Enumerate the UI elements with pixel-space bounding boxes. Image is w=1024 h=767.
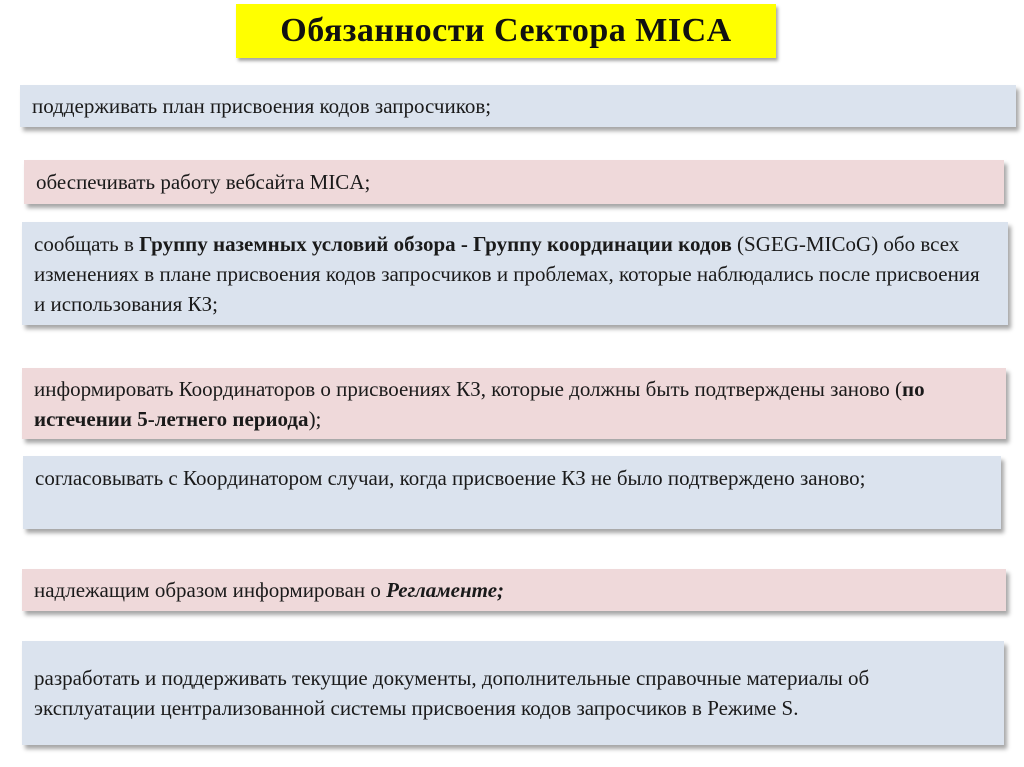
duty-item-4-pre: информировать Координаторов о присвоениях КЗ, которые должны быть подтверждены заново (: [34, 376, 903, 401]
duty-item-7-text: разработать и поддерживать текущие документы, дополнительные справочные материалы об эксплуатации централизованной системы присвоения кодов запросчиков в Режиме S.: [34, 666, 870, 720]
duty-item-2-text: обеспечивать работу вебсайта MICA;: [36, 170, 371, 194]
duty-item-5: [23, 456, 1001, 529]
duty-item-3-bold: Группу наземных условий обзора - Группу координации кодов: [139, 232, 732, 256]
duty-item-6: [22, 569, 1006, 611]
duty-item-4-text: [34, 374, 994, 434]
duty-item-4-bold: по истечении 5-летнего периода: [34, 376, 925, 431]
duty-item-4-post: );: [308, 406, 322, 431]
title-banner: [236, 4, 776, 58]
duty-item-6-pre: надлежащим образом информирован о: [34, 578, 387, 602]
duty-item-3-post: (SGEG-MICoG) обо всех изменениях в плане присвоения кодов запросчиков и проблемах, которые наблюдались после присвоения и использования КЗ;: [34, 232, 980, 316]
page-title: Обязанности Сектора MICA: [280, 12, 732, 49]
duty-item-3: [22, 222, 1008, 325]
duty-item-1: [20, 85, 1016, 127]
duty-item-3-pre: сообщать в: [34, 232, 140, 256]
duty-item-3-text: [34, 229, 996, 319]
duty-item-6-text: [34, 575, 504, 605]
duty-item-1-text: поддерживать план присвоения кодов запросчиков;: [32, 94, 492, 118]
duty-item-2: [24, 160, 1004, 204]
duty-item-5-text: согласовывать с Координатором случаи, когда присвоение КЗ не было подтверждено заново;: [35, 466, 866, 490]
duty-item-6-bold-italic: Регламенте;: [386, 578, 505, 602]
duty-item-7: [22, 641, 1004, 745]
duty-item-4: [22, 368, 1006, 439]
